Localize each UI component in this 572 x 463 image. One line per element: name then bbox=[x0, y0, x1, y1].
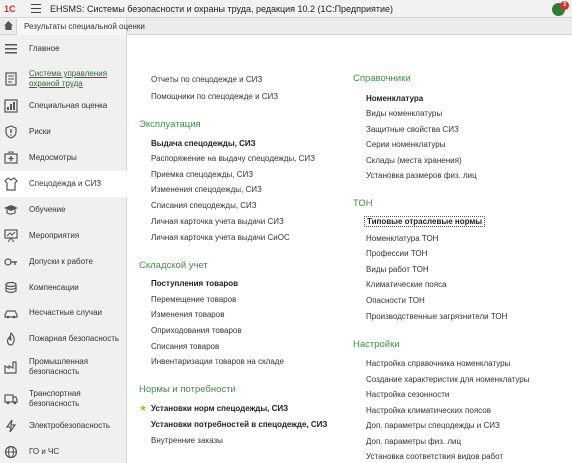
document-icon bbox=[4, 72, 18, 86]
home-tab[interactable] bbox=[0, 18, 17, 35]
link-ppe-changes[interactable]: Изменения спецодежды, СИЗ bbox=[151, 185, 262, 194]
link-ppe-writeoffs[interactable]: Списания спецодежды, СИЗ bbox=[151, 201, 257, 210]
link-needs-settings[interactable]: Установки потребностей в спецодежде, СИЗ bbox=[151, 420, 328, 429]
link-ppe-personal-card[interactable]: Личная карточка учета выдачи СИЗ bbox=[151, 217, 284, 226]
app-title: EHSMS: Системы безопасности и охраны труда, редакция 10.2 (1С:Предприятие) bbox=[50, 4, 394, 14]
fire-icon bbox=[4, 332, 18, 346]
link-warehouses[interactable]: Склады (места хранения) bbox=[366, 156, 462, 165]
link-nomenclature-types[interactable]: Виды номенклатуры bbox=[366, 109, 443, 118]
section-ton-title: ТОН bbox=[353, 198, 373, 209]
section-norms-title: Нормы и потребности bbox=[139, 384, 236, 395]
sidebar-item-label: Специальная оценка bbox=[29, 101, 108, 110]
link-goods-receipts[interactable]: Поступления товаров bbox=[151, 279, 239, 288]
link-goods-posting[interactable]: Оприходования товаров bbox=[151, 326, 242, 335]
notification-badge: 3 bbox=[560, 1, 569, 10]
link-ppe-reports[interactable]: Отчеты по спецодежде и СИЗ bbox=[151, 75, 263, 84]
link-nomenclature[interactable]: Номенклатура bbox=[366, 94, 424, 103]
sidebar-item-fire-safety[interactable] bbox=[0, 329, 127, 349]
key-icon bbox=[4, 255, 18, 269]
tab-special-assessment-results[interactable]: Результаты специальной оценки bbox=[17, 18, 127, 35]
medkit-icon bbox=[4, 151, 18, 165]
sidebar-item-industrial-safety[interactable] bbox=[0, 353, 127, 381]
app-logo: 1С bbox=[4, 4, 16, 14]
warning-icon bbox=[4, 125, 18, 139]
link-ppe-issue[interactable]: Выдача спецодежды, СИЗ bbox=[151, 139, 256, 148]
sidebar bbox=[0, 35, 127, 463]
sidebar-item-ohs-management[interactable] bbox=[0, 65, 127, 93]
sidebar-item-work-permits[interactable] bbox=[0, 252, 127, 272]
lightning-icon bbox=[4, 419, 18, 433]
link-goods-changes[interactable]: Изменения товаров bbox=[151, 310, 225, 319]
sidebar-item-label: Мероприятия bbox=[29, 231, 80, 240]
sidebar-item-label: Электробезопасность bbox=[29, 421, 111, 430]
jacket-icon bbox=[4, 177, 18, 191]
list-icon bbox=[4, 42, 18, 56]
link-internal-orders[interactable]: Внутренние заказы bbox=[151, 436, 223, 445]
sidebar-item-label: Медосмотры bbox=[29, 153, 77, 162]
sidebar-item-special-assessment[interactable] bbox=[0, 96, 127, 116]
sidebar-item-transport-safety[interactable] bbox=[0, 385, 127, 413]
sidebar-item-label: Промышленная безопасность bbox=[29, 357, 89, 376]
link-norm-settings[interactable]: Установки норм спецодежды, СИЗ bbox=[151, 404, 289, 413]
hamburger-menu-icon[interactable] bbox=[31, 4, 41, 13]
link-goods-writeoffs[interactable]: Списания товаров bbox=[151, 342, 220, 351]
sidebar-item-label: Спецодежда и СИЗ bbox=[29, 179, 102, 188]
sidebar-item-ppe[interactable] bbox=[0, 171, 127, 197]
sidebar-item-label: Компенсации bbox=[29, 283, 79, 292]
link-goods-inventory[interactable]: Инвентаризации товаров на складе bbox=[151, 357, 284, 366]
link-nomenclature-directory-settings[interactable]: Настройка справочника номенклатуры bbox=[366, 359, 511, 368]
sidebar-item-training[interactable] bbox=[0, 200, 127, 220]
sidebar-item-label: Главное bbox=[29, 44, 60, 53]
sidebar-item-electrical-safety[interactable] bbox=[0, 416, 127, 436]
link-nomenclature-series[interactable]: Серии номенклатуры bbox=[366, 140, 446, 149]
link-ppe-acceptance[interactable]: Приемка спецодежды, СИЗ bbox=[151, 170, 254, 179]
tab-bar bbox=[0, 18, 572, 35]
graduation-cap-icon bbox=[4, 203, 18, 217]
link-sios-personal-card[interactable]: Личная карточка учета выдачи СиОС bbox=[151, 233, 290, 242]
link-ton-professions[interactable]: Профессии ТОН bbox=[366, 249, 428, 258]
home-icon bbox=[4, 21, 13, 30]
link-ppe-assistants[interactable]: Помощники по спецодежде и СИЗ bbox=[151, 92, 279, 101]
link-seasonality-settings[interactable]: Настройка сезонности bbox=[366, 390, 450, 399]
link-work-types-mapping[interactable]: Установка соответствия видов работ bbox=[366, 452, 504, 461]
sidebar-item-label: Обучение bbox=[29, 205, 66, 214]
section-warehouse-title: Складской учет bbox=[139, 260, 208, 271]
presentation-icon bbox=[4, 229, 18, 243]
crash-icon bbox=[4, 306, 18, 320]
sidebar-item-label: Допуски к работе bbox=[29, 257, 93, 266]
rating-icon bbox=[4, 99, 18, 113]
link-climate-zones[interactable]: Климатические пояса bbox=[366, 280, 447, 289]
sidebar-item-accidents[interactable] bbox=[0, 303, 127, 323]
title-bar bbox=[0, 0, 572, 18]
link-person-sizes[interactable]: Установка размеров физ. лиц bbox=[366, 171, 477, 180]
sidebar-item-civil-defense[interactable] bbox=[0, 442, 127, 462]
truck-icon bbox=[4, 392, 18, 406]
sidebar-item-risks[interactable] bbox=[0, 122, 127, 142]
coins-icon bbox=[4, 281, 18, 295]
link-ton-hazards[interactable]: Опасности ТОН bbox=[366, 296, 425, 305]
link-ton-pollutants[interactable]: Производственные загрязнители ТОН bbox=[366, 312, 508, 321]
factory-icon bbox=[4, 360, 18, 374]
globe-icon bbox=[4, 445, 18, 459]
sidebar-item-medical[interactable] bbox=[0, 148, 127, 168]
link-climate-zones-settings[interactable]: Настройка климатических поясов bbox=[366, 406, 491, 415]
link-standard-industry-norms[interactable]: Типовые отраслевые нормы bbox=[364, 216, 485, 227]
section-exploitation-title: Эксплуатация bbox=[139, 119, 201, 130]
sidebar-item-label: ГО и ЧС bbox=[29, 447, 60, 456]
link-ppe-issue-order[interactable]: Распоряжение на выдачу спецодежды, СИЗ bbox=[151, 154, 315, 163]
sidebar-item-label: Транспортная безопасность bbox=[29, 389, 81, 408]
link-create-characteristics[interactable]: Создание характеристик для номенклатуры bbox=[366, 375, 530, 384]
section-directories-title: Справочники bbox=[353, 73, 411, 84]
sidebar-item-label: Риски bbox=[29, 127, 51, 136]
link-ppe-extra-params[interactable]: Доп. параметры спецодежды и СИЗ bbox=[366, 421, 500, 430]
link-person-extra-params[interactable]: Доп. параметры физ. лиц bbox=[366, 437, 462, 446]
sidebar-item-events[interactable] bbox=[0, 226, 127, 246]
main-content bbox=[128, 35, 572, 463]
sidebar-item-compensations[interactable] bbox=[0, 278, 127, 298]
sidebar-item-label: Несчастные случаи bbox=[29, 308, 103, 317]
link-ton-nomenclature[interactable]: Номенклатура ТОН bbox=[366, 234, 439, 243]
section-settings-title: Настройки bbox=[353, 339, 400, 350]
sidebar-item-label: Пожарная безопасность bbox=[29, 334, 120, 343]
link-ppe-protective-properties[interactable]: Защитные свойства СИЗ bbox=[366, 125, 459, 134]
sidebar-item-main[interactable] bbox=[0, 39, 127, 59]
sidebar-item-label: Система управления охраной труда bbox=[29, 69, 108, 88]
link-ton-work-types[interactable]: Виды работ ТОН bbox=[366, 265, 429, 274]
link-goods-transfer[interactable]: Перемещение товаров bbox=[151, 295, 237, 304]
favorite-star-icon[interactable]: ★ bbox=[139, 403, 148, 413]
